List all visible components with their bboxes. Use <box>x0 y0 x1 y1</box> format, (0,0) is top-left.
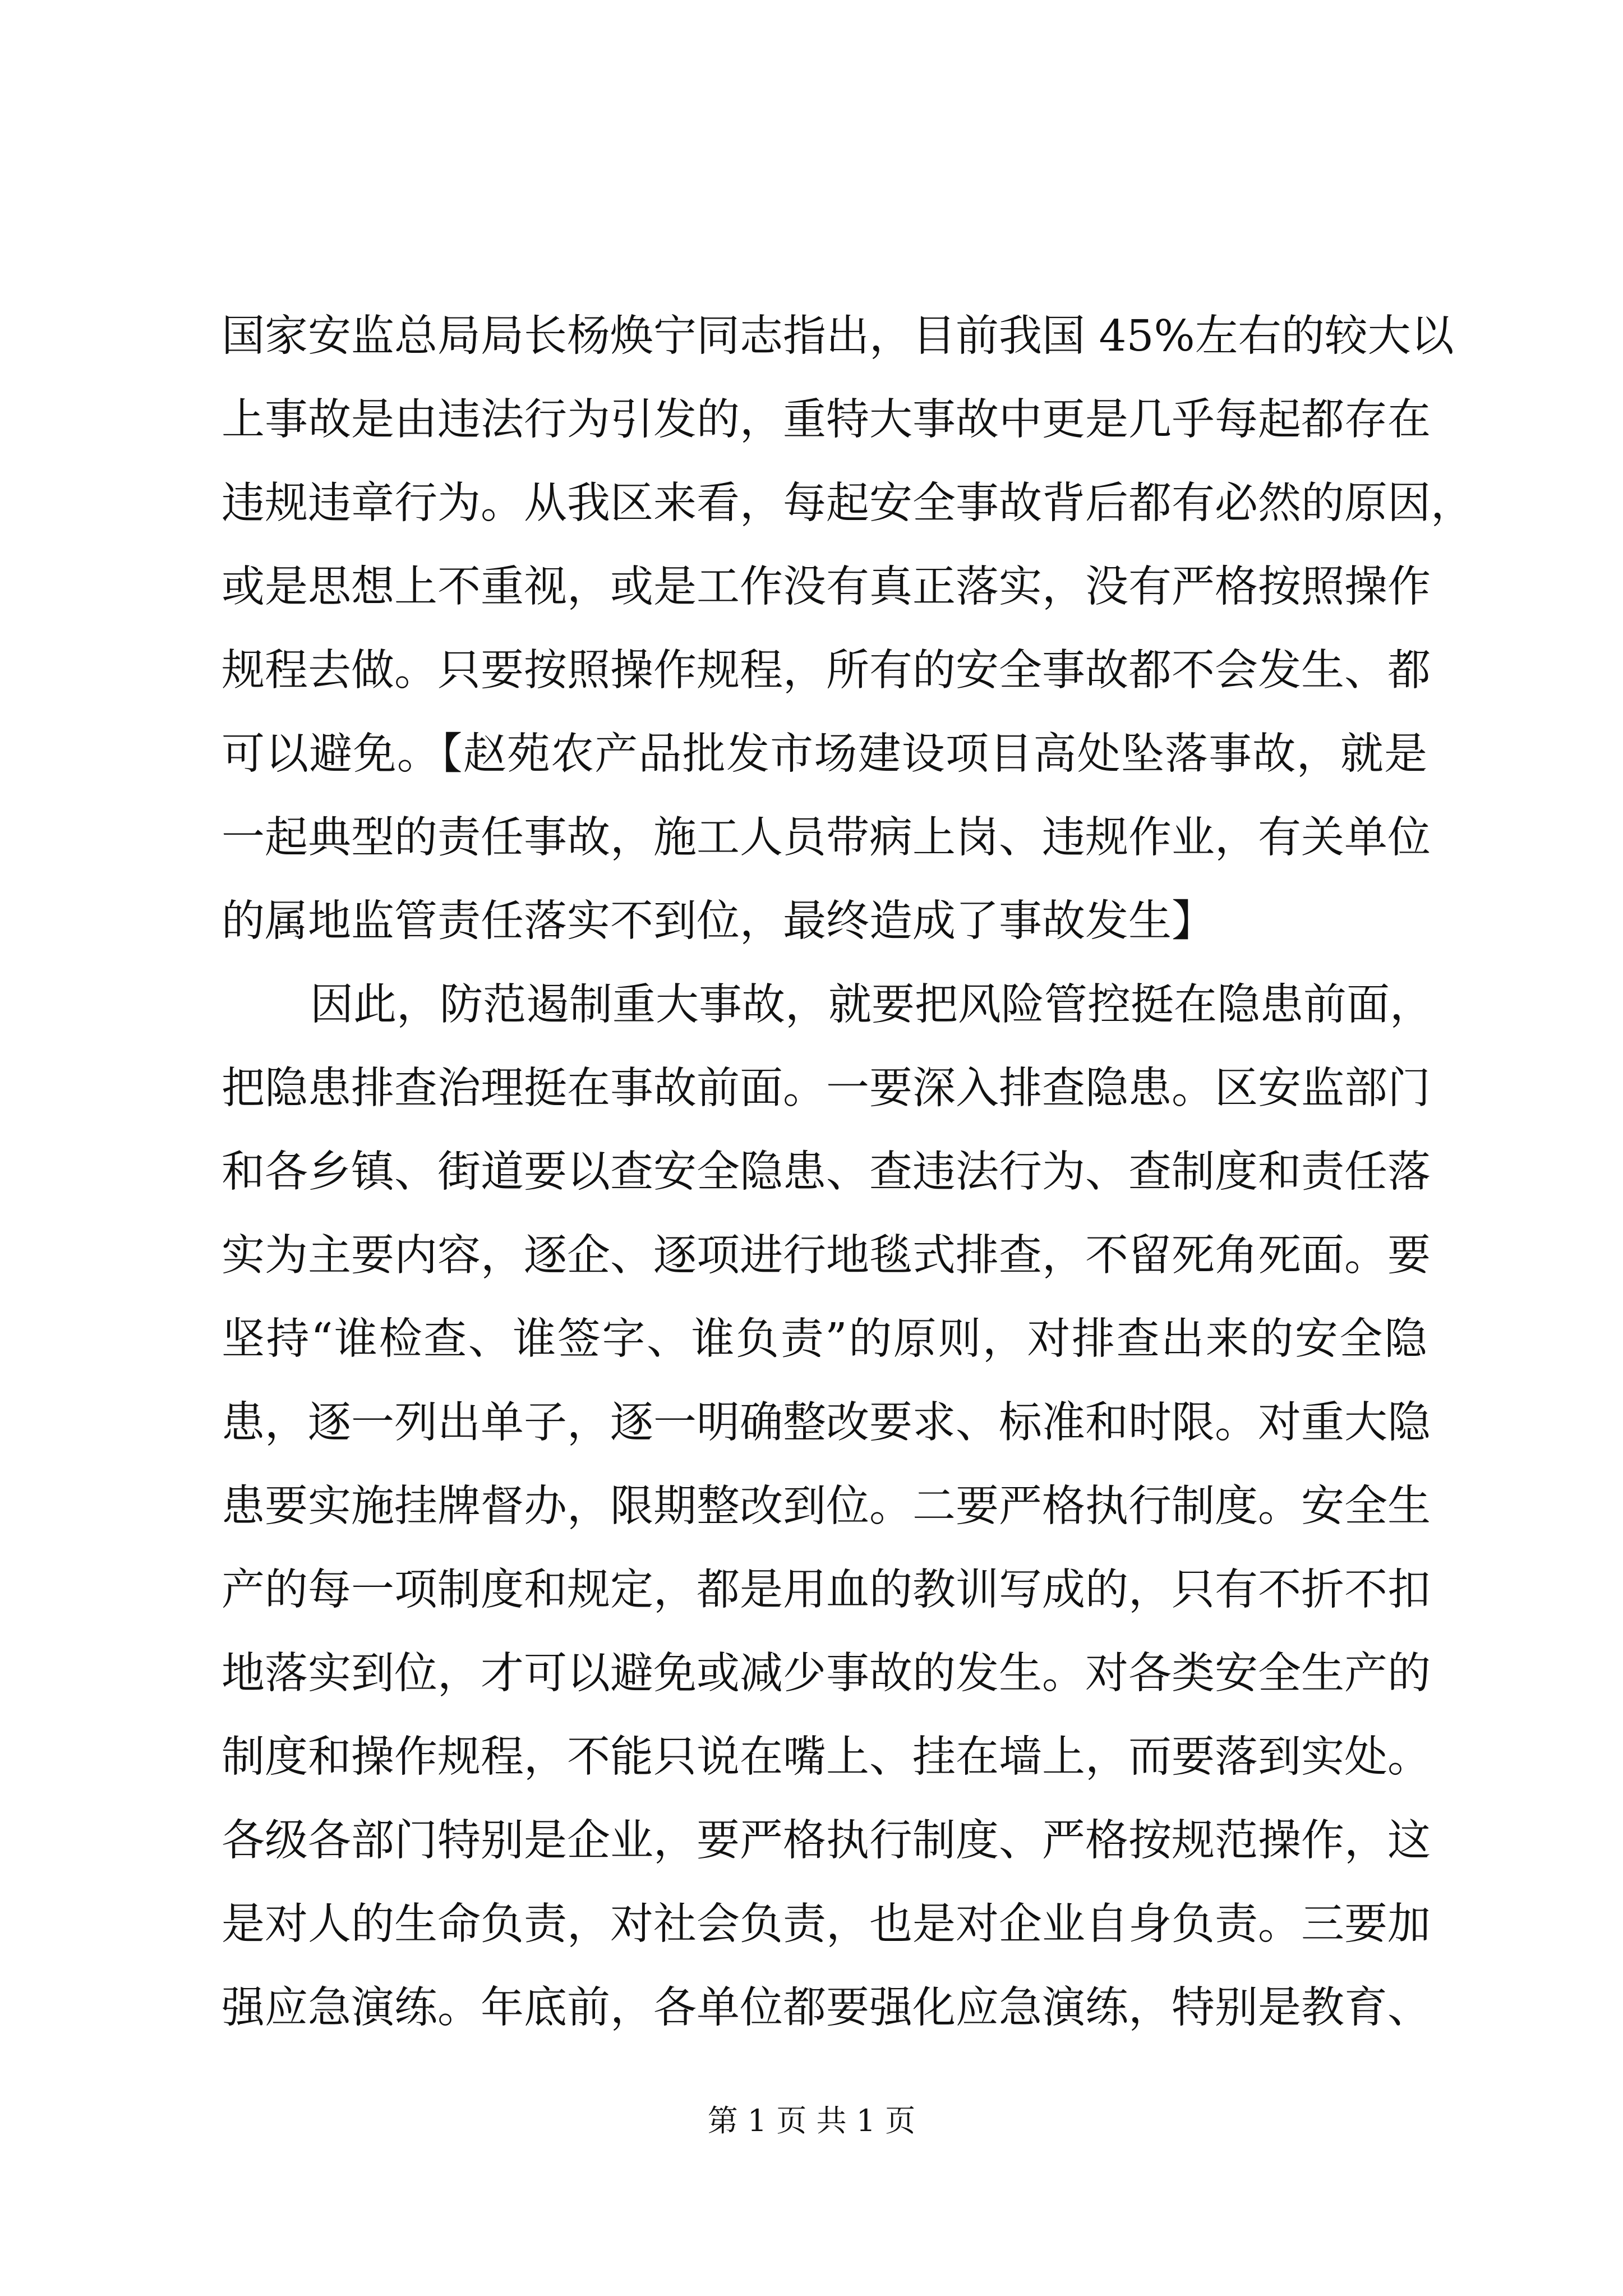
text-line: 强应急演练。年底前，各单位都要强化应急演练，特别是教育、 <box>222 1983 1431 2033</box>
text-line: 制度和操作规程，不能只说在嘴上、挂在墙上，而要落到实处。 <box>222 1732 1431 1782</box>
page-footer: 第 1 页 共 1 页 <box>707 2103 916 2138</box>
text-line: 或是思想上不重视，或是工作没有真正落实，没有严格按照操作 <box>222 562 1431 612</box>
text-line: 患要实施挂牌督办，限期整改到位。二要严格执行制度。安全生 <box>222 1481 1431 1531</box>
text-line: 上事故是由违法行为引发的，重特大事故中更是几乎每起都存在 <box>222 395 1431 445</box>
text-line: 的属地监管责任落实不到位，最终造成了事故发生】 <box>222 896 1215 946</box>
text-line: 坚持“谁检查、谁签字、谁负责”的原则，对排查出来的安全隐 <box>222 1314 1427 1364</box>
paragraph-1 <box>222 295 1474 963</box>
text-line: 各级各部门特别是企业，要严格执行制度、严格按规范操作，这 <box>222 1816 1431 1866</box>
text-line: 国家安监总局局长杨焕宁同志指出，目前我国 45%左右的较大以 <box>222 311 1454 361</box>
paragraph-2 <box>222 963 1433 2050</box>
text-line: 把隐患排查治理挺在事故前面。一要深入排查隐患。区安监部门 <box>222 1064 1431 1114</box>
text-line: 地落实到位，才可以避免或减少事故的发生。对各类安全生产的 <box>222 1649 1431 1699</box>
text-line: 产的每一项制度和规定，都是用血的教训写成的，只有不折不扣 <box>222 1565 1431 1615</box>
text-line: 可以避免。【赵苑农产品批发市场建设项目高处坠落事故，就是 <box>222 729 1427 779</box>
text-line: 违规违章行为。从我区来看，每起安全事故背后都有必然的原因， <box>222 478 1474 528</box>
document-body <box>222 295 1474 2050</box>
text-line: 实为主要内容，逐企、逐项进行地毯式排查，不留死角死面。要 <box>222 1231 1431 1281</box>
text-line: 和各乡镇、街道要以查安全隐患、查违法行为、查制度和责任落 <box>222 1147 1431 1197</box>
text-line: 因此，防范遏制重大事故，就要把风险管控挺在隐患前面， <box>310 980 1433 1030</box>
text-line: 是对人的生命负责，对社会负责，也是对企业自身负责。三要加 <box>222 1899 1431 1949</box>
text-line: 规程去做。只要按照操作规程，所有的安全事故都不会发生、都 <box>222 646 1431 696</box>
text-line: 一起典型的责任事故，施工人员带病上岗、违规作业，有关单位 <box>222 813 1431 863</box>
text-line: 患，逐一列出单子，逐一明确整改要求、标准和时限。对重大隐 <box>222 1398 1431 1448</box>
